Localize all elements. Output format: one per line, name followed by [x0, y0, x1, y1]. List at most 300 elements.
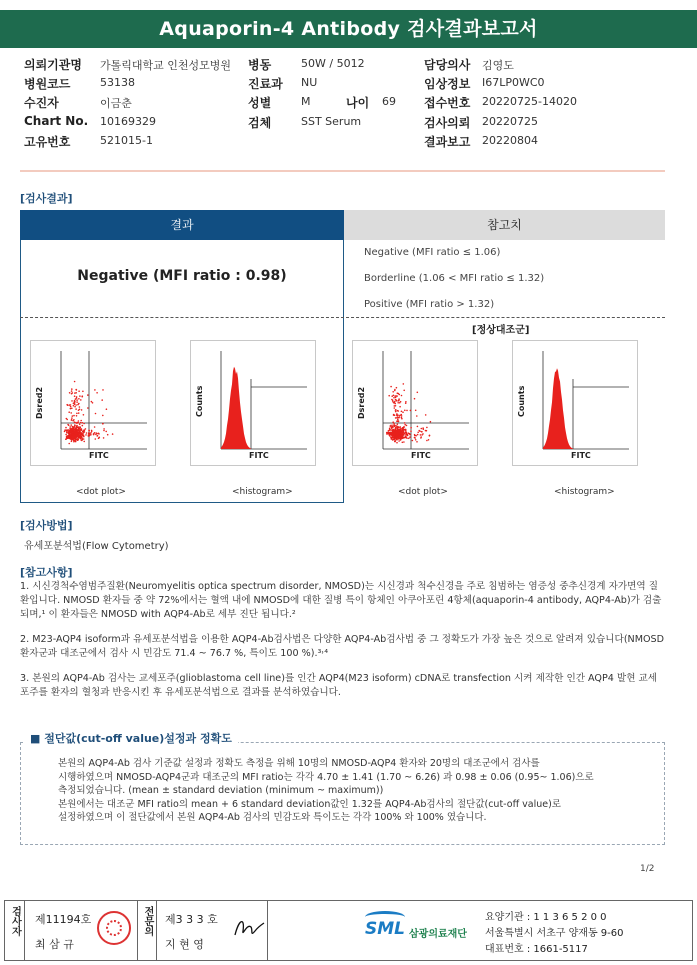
- cell-event-dot: [395, 437, 397, 439]
- cell-event-dot: [79, 438, 81, 440]
- control-dot-plot-caption: <dot plot>: [398, 487, 448, 497]
- cell-event-dot: [401, 395, 403, 397]
- reference-negative: Negative (MFI ratio ≤ 1.06): [364, 247, 501, 258]
- cell-event-dot: [84, 429, 86, 431]
- method-section-title: [검사방법]: [20, 519, 73, 532]
- cell-event-dot: [74, 395, 76, 397]
- control-histogram-caption: <histogram>: [554, 487, 615, 497]
- cell-event-dot: [98, 437, 100, 439]
- cell-event-dot: [95, 432, 97, 434]
- cell-event-dot: [410, 410, 412, 412]
- cell-event-dot: [402, 430, 404, 432]
- cell-event-dot: [417, 426, 419, 428]
- cell-event-dot: [78, 431, 80, 433]
- cell-event-dot: [69, 392, 71, 394]
- examinee-label: 수진자: [24, 96, 59, 110]
- cell-event-dot: [73, 415, 75, 417]
- inspector-name: 최 삼 규: [35, 938, 74, 951]
- control-dot-cloud: [386, 383, 431, 443]
- cell-event-dot: [402, 411, 404, 413]
- control-hist-x-label: FITC: [571, 451, 591, 460]
- cell-event-dot: [78, 422, 80, 424]
- cell-event-dot: [81, 409, 83, 411]
- signature-footer: [4, 900, 693, 961]
- cell-event-dot: [76, 431, 78, 433]
- cell-event-dot: [85, 428, 87, 430]
- cell-event-dot: [414, 398, 416, 400]
- cell-event-dot: [392, 430, 394, 432]
- cell-event-dot: [102, 415, 104, 417]
- cell-event-dot: [87, 394, 89, 396]
- cell-event-dot: [421, 431, 423, 433]
- seal-inner: [106, 920, 122, 936]
- cell-event-dot: [68, 433, 70, 435]
- cell-event-dot: [78, 398, 80, 400]
- cell-event-dot: [75, 408, 77, 410]
- hist-x-label: FITC: [249, 451, 269, 460]
- cell-event-dot: [77, 427, 79, 429]
- note-item-3: 3. 본원의 AQP4-Ab 검사는 교세포주(glioblastoma cell line)를 인간 AQP4(M23 isoform) cDNA로 transfection 시켜 제작한 인간 AQP4 발현 교세포주를 환자의 혈청과 반응시킨 후 유세포분석법으로 결과를 분석하였습니다.: [20, 673, 658, 698]
- cell-event-dot: [71, 436, 73, 438]
- age-value: 69: [382, 95, 396, 108]
- cell-event-dot: [80, 429, 82, 431]
- cell-event-dot: [81, 396, 83, 398]
- cell-event-dot: [81, 440, 83, 442]
- cell-event-dot: [96, 392, 98, 394]
- cutoff-line: 본원의 AQP4-Ab 검사 기준값 설정과 정확도 측정을 위해 10명의 NMOSD-AQP4 환자와 20명의 대조군에서 검사를: [58, 758, 540, 769]
- cell-event-dot: [82, 438, 84, 440]
- cell-event-dot: [73, 403, 75, 405]
- cell-event-dot: [428, 439, 430, 441]
- cutoff-title: ■ 절단값(cut-off value)설정과 정확도: [24, 730, 238, 746]
- cell-event-dot: [82, 391, 84, 393]
- cell-event-dot: [75, 428, 77, 430]
- cell-event-dot: [64, 431, 66, 433]
- cell-event-dot: [389, 429, 391, 431]
- cell-event-dot: [102, 423, 104, 425]
- cell-event-dot: [404, 424, 406, 426]
- cell-event-dot: [71, 419, 73, 421]
- cell-event-dot: [79, 424, 81, 426]
- cell-event-dot: [83, 432, 85, 434]
- cell-event-dot: [89, 435, 91, 437]
- control-dot-x-label: FITC: [411, 451, 431, 460]
- cell-event-dot: [394, 434, 396, 436]
- dot-x-label: FITC: [89, 451, 109, 460]
- cell-event-dot: [396, 417, 398, 419]
- cell-event-dot: [94, 426, 96, 428]
- cell-event-dot: [72, 434, 74, 436]
- patient-dot-plot-svg: [31, 341, 157, 467]
- request-label: 검사의뢰: [424, 116, 471, 130]
- control-dot-plot: [352, 340, 478, 466]
- cell-event-dot: [107, 434, 109, 436]
- report-label: 결과보고: [424, 135, 471, 149]
- cell-event-dot: [74, 400, 76, 402]
- cell-event-dot: [402, 434, 404, 436]
- cell-event-dot: [398, 440, 400, 442]
- control-dot-plot-svg: [353, 341, 479, 467]
- cell-event-dot: [397, 402, 399, 404]
- cell-event-dot: [392, 421, 394, 423]
- cell-event-dot: [396, 420, 398, 422]
- cell-event-dot: [395, 427, 397, 429]
- histogram-caption: <histogram>: [232, 487, 293, 497]
- cell-event-dot: [389, 435, 391, 437]
- company-phone: 대표번호 : 1661-5117: [485, 944, 588, 955]
- cell-event-dot: [395, 430, 397, 432]
- cell-event-dot: [392, 424, 394, 426]
- note-item-2: 2. M23-AQP4 isoform과 유세포분석법을 이용한 AQP4-Ab검사법은 다양한 AQP4-Ab검사법 중 그 정확도가 가장 높은 것으로 알려져 있습니다(NMOSD환자군과 대조군에서 검사 시 민감도 71.4 ~ 76.7 %, 특이도 100 %).³˒⁴: [20, 634, 665, 659]
- dot-plot-caption: <dot plot>: [76, 487, 126, 497]
- cell-event-dot: [401, 430, 403, 432]
- cell-event-dot: [426, 440, 428, 442]
- cell-event-dot: [394, 424, 396, 426]
- cell-event-dot: [112, 433, 114, 435]
- cell-event-dot: [105, 431, 107, 433]
- cell-event-dot: [70, 428, 72, 430]
- cell-event-dot: [71, 408, 73, 410]
- cell-event-dot: [80, 399, 82, 401]
- cell-event-dot: [401, 411, 403, 413]
- cell-event-dot: [94, 389, 96, 391]
- cell-event-dot: [65, 427, 67, 429]
- cell-event-dot: [430, 421, 432, 423]
- cell-event-dot: [79, 409, 81, 411]
- control-histogram-curve: [543, 368, 573, 449]
- cell-event-dot: [76, 401, 78, 403]
- cell-event-dot: [395, 405, 397, 407]
- normal-control-label: [정상대조군]: [472, 325, 530, 336]
- cell-event-dot: [395, 411, 397, 413]
- cell-event-dot: [397, 392, 399, 394]
- patient-histogram-svg: [191, 341, 317, 467]
- seal-stamp-icon: [97, 911, 131, 945]
- cell-event-dot: [402, 442, 404, 444]
- cell-event-dot: [388, 395, 390, 397]
- cell-event-dot: [397, 415, 399, 417]
- cell-event-dot: [75, 404, 77, 406]
- cell-event-dot: [426, 430, 428, 432]
- cell-event-dot: [87, 407, 89, 409]
- cell-event-dot: [398, 430, 400, 432]
- cutoff-line: 설정하였으며 이 절단값에서 본원 AQP4-Ab 검사의 민감도와 특이도는 각각 100% 와 100% 였습니다.: [58, 812, 487, 823]
- cell-event-dot: [394, 438, 396, 440]
- results-section-title: [검사결과]: [20, 192, 73, 205]
- cell-event-dot: [102, 389, 104, 391]
- cell-event-dot: [392, 439, 394, 441]
- chart-label: Chart No.: [24, 114, 89, 128]
- cell-event-dot: [80, 420, 82, 422]
- cell-event-dot: [396, 428, 398, 430]
- dept-value: NU: [301, 76, 318, 89]
- cell-event-dot: [397, 419, 399, 421]
- cell-event-dot: [399, 415, 401, 417]
- cell-event-dot: [419, 430, 421, 432]
- header-divider: [20, 170, 665, 172]
- cell-event-dot: [73, 405, 75, 407]
- reference-borderline: Borderline (1.06 < MFI ratio ≤ 1.32): [364, 273, 545, 284]
- control-histogram: [512, 340, 638, 466]
- cell-event-dot: [68, 443, 70, 445]
- hospital-code-value: 53138: [100, 76, 135, 89]
- cell-event-dot: [425, 414, 427, 416]
- patient-histogram: [190, 340, 316, 466]
- specimen-value: SST Serum: [301, 115, 362, 128]
- cell-event-dot: [395, 397, 397, 399]
- unique-label: 고유번호: [24, 135, 71, 149]
- cell-event-dot: [72, 426, 74, 428]
- cell-event-dot: [101, 399, 103, 401]
- cell-event-dot: [68, 429, 70, 431]
- cell-event-dot: [67, 404, 69, 406]
- inspector-license: 제11194호: [35, 913, 92, 926]
- cell-event-dot: [70, 408, 72, 410]
- cell-event-dot: [392, 400, 394, 402]
- cell-event-dot: [402, 432, 404, 434]
- cell-event-dot: [82, 422, 84, 424]
- dot-cloud: [64, 381, 114, 445]
- cell-event-dot: [73, 438, 75, 440]
- cell-event-dot: [395, 409, 397, 411]
- cutoff-line: 시행하였으며 NMOSD-AQP4군과 대조군의 MFI ratio는 각각 4.70 ± 1.41 (1.70 ~ 6.26) 과 0.98 ± 0.06 (0.95~ 1.06)으로: [58, 771, 594, 783]
- cell-event-dot: [76, 399, 78, 401]
- cell-event-dot: [405, 437, 407, 439]
- cell-event-dot: [79, 395, 81, 397]
- cell-event-dot: [66, 419, 68, 421]
- cell-event-dot: [103, 428, 105, 430]
- cell-event-dot: [401, 435, 403, 437]
- report-value: 20220804: [482, 134, 538, 147]
- institution-label: 의뢰기관명: [24, 58, 82, 72]
- doctor-label: 담당의사: [424, 58, 471, 72]
- cell-event-dot: [396, 442, 398, 444]
- cell-event-dot: [400, 401, 402, 403]
- cell-event-dot: [91, 430, 93, 432]
- cell-event-dot: [397, 410, 399, 412]
- cell-event-dot: [74, 435, 76, 437]
- logo-text: SML: [365, 919, 405, 939]
- institution-value: 가톨릭대학교 인천성모병원: [100, 59, 232, 72]
- cutoff-line: 측정되었습니다. (mean ± standard deviation (minimum ~ maximum)): [58, 785, 384, 796]
- clinical-label: 임상정보: [424, 77, 471, 91]
- unique-value: 521015-1: [100, 134, 153, 147]
- cell-event-dot: [88, 433, 90, 435]
- cell-event-dot: [390, 386, 392, 388]
- sex-value: M: [301, 95, 311, 108]
- cell-event-dot: [78, 420, 80, 422]
- cell-event-dot: [420, 434, 422, 436]
- cell-event-dot: [397, 424, 399, 426]
- cell-event-dot: [77, 404, 79, 406]
- cell-event-dot: [70, 412, 72, 414]
- receipt-value: 20220725-14020: [482, 95, 577, 108]
- cell-event-dot: [403, 441, 405, 443]
- result-header: 결과: [20, 210, 344, 240]
- cell-event-dot: [70, 406, 72, 408]
- cell-event-dot: [80, 422, 82, 424]
- cell-event-dot: [394, 414, 396, 416]
- control-dot-y-label: Dsred2: [357, 386, 366, 419]
- cell-event-dot: [67, 424, 69, 426]
- cell-event-dot: [399, 426, 401, 428]
- cell-event-dot: [398, 398, 400, 400]
- cell-event-dot: [76, 433, 78, 435]
- cell-event-dot: [73, 441, 75, 443]
- cell-event-dot: [398, 436, 400, 438]
- cell-event-dot: [394, 403, 396, 405]
- cell-event-dot: [86, 432, 88, 434]
- dept-label: 진료과: [248, 77, 283, 91]
- cell-event-dot: [65, 434, 67, 436]
- specialist-vertical-label: [137, 901, 157, 960]
- agency-number: 요양기관 : 1 1 3 6 5 2 0 0: [485, 912, 607, 923]
- cell-event-dot: [420, 437, 422, 439]
- cell-event-dot: [88, 430, 90, 432]
- cell-event-dot: [399, 432, 401, 434]
- examinee-value: 이금춘: [100, 97, 132, 110]
- cell-event-dot: [390, 432, 392, 434]
- cell-event-dot: [83, 441, 85, 443]
- specialist-name: 지 현 영: [165, 938, 204, 951]
- cell-event-dot: [78, 412, 80, 414]
- cell-event-dot: [415, 410, 417, 412]
- cell-event-dot: [74, 406, 76, 408]
- inspector-vertical-label: [5, 901, 25, 960]
- cell-event-dot: [398, 438, 400, 440]
- cell-event-dot: [414, 437, 416, 439]
- cell-event-dot: [421, 428, 423, 430]
- results-table: [20, 210, 665, 505]
- cell-event-dot: [94, 432, 96, 434]
- cell-event-dot: [79, 434, 81, 436]
- cell-event-dot: [399, 406, 401, 408]
- cell-event-dot: [392, 426, 394, 428]
- cell-event-dot: [73, 430, 75, 432]
- cell-event-dot: [405, 432, 407, 434]
- cell-event-dot: [396, 427, 398, 429]
- notes-section-title: [참고사항]: [20, 566, 73, 579]
- cell-event-dot: [95, 438, 97, 440]
- control-histogram-svg: [513, 341, 639, 467]
- cell-event-dot: [91, 401, 93, 403]
- company-address: 서울특별시 서초구 양재동 9-60: [485, 928, 624, 939]
- cell-event-dot: [83, 435, 85, 437]
- cell-event-dot: [396, 387, 398, 389]
- cell-event-dot: [426, 427, 428, 429]
- cell-event-dot: [74, 424, 76, 426]
- cell-event-dot: [69, 404, 71, 406]
- cell-event-dot: [71, 400, 73, 402]
- cell-event-dot: [416, 415, 418, 417]
- cell-event-dot: [417, 392, 419, 394]
- cell-event-dot: [81, 436, 83, 438]
- cell-event-dot: [390, 437, 392, 439]
- specimen-label: 검체: [248, 116, 272, 130]
- cell-event-dot: [398, 421, 400, 423]
- method-text: 유세포분석법(Flow Cytometry): [24, 541, 169, 552]
- note-item-1: 1. 시신경척수염범주질환(Neuromyelitis optica spectrum disorder, NMOSD)는 시신경과 척수신경을 주로 침범하는 염증성 중추신경계 자가면역 질환입니다. NMOSD 환자들 중 약 72%에서는 혈액 내에 NMOSD에 대한 질병 특이 항체인 아쿠아포린 4항체(aquaporin-4 antibody, AQP4-Ab)가 검출되며,¹ 이 환자들은 NMOSD with AQP4-Ab로 세부 진단 됩니다.²: [20, 581, 662, 620]
- control-hist-y-label: Counts: [517, 385, 526, 417]
- cell-event-dot: [71, 441, 73, 443]
- cell-event-dot: [76, 413, 78, 415]
- cell-event-dot: [410, 430, 412, 432]
- dot-y-label: Dsred2: [35, 386, 44, 419]
- chart-value: 10169329: [100, 115, 156, 128]
- hist-y-label: Counts: [195, 385, 204, 417]
- cell-event-dot: [400, 439, 402, 441]
- cell-event-dot: [74, 421, 76, 423]
- cell-event-dot: [81, 429, 83, 431]
- company-name: 삼광의료재단: [409, 929, 467, 940]
- cell-event-dot: [78, 430, 80, 432]
- cell-event-dot: [409, 436, 411, 438]
- reference-positive: Positive (MFI ratio > 1.32): [364, 299, 495, 310]
- cell-event-dot: [401, 418, 403, 420]
- cell-event-dot: [95, 413, 97, 415]
- cell-event-dot: [85, 434, 87, 436]
- cell-event-dot: [403, 390, 405, 392]
- cell-event-dot: [405, 402, 407, 404]
- cell-event-dot: [70, 438, 72, 440]
- cell-event-dot: [398, 400, 400, 402]
- hospital-code-label: 병원코드: [24, 77, 71, 91]
- cell-event-dot: [71, 417, 73, 419]
- inspector-vertical-text: 검사자: [9, 906, 21, 936]
- cell-event-dot: [401, 428, 403, 430]
- specialist-vertical-text: 전문의: [142, 906, 153, 936]
- cell-event-dot: [78, 426, 80, 428]
- result-value: Negative (MFI ratio : 0.98): [77, 268, 287, 284]
- cell-event-dot: [404, 422, 406, 424]
- cell-event-dot: [404, 410, 406, 412]
- cell-event-dot: [70, 433, 72, 435]
- cell-event-dot: [76, 396, 78, 398]
- specialist-license: 제3 3 3 호: [165, 913, 218, 926]
- cell-event-dot: [396, 438, 398, 440]
- footer-divider: [267, 901, 268, 960]
- cell-event-dot: [75, 389, 77, 391]
- cell-event-dot: [103, 437, 105, 439]
- cell-event-dot: [401, 414, 403, 416]
- cell-event-dot: [395, 434, 397, 436]
- cell-event-dot: [78, 390, 80, 392]
- cell-event-dot: [66, 436, 68, 438]
- cell-event-dot: [421, 434, 423, 436]
- histogram-curve: [221, 367, 251, 449]
- cell-event-dot: [80, 432, 82, 434]
- cell-event-dot: [75, 398, 77, 400]
- cell-event-dot: [72, 415, 74, 417]
- cell-event-dot: [417, 432, 419, 434]
- divider-dashed: [20, 317, 665, 318]
- cell-event-dot: [83, 414, 85, 416]
- cell-event-dot: [68, 411, 70, 413]
- cell-event-dot: [75, 438, 77, 440]
- cell-event-dot: [415, 439, 417, 441]
- cell-event-dot: [82, 425, 84, 427]
- cell-event-dot: [71, 439, 73, 441]
- cutoff-body: [58, 757, 648, 825]
- cell-event-dot: [403, 383, 405, 385]
- request-value: 20220725: [482, 115, 538, 128]
- cell-event-dot: [72, 432, 74, 434]
- cell-event-dot: [80, 427, 82, 429]
- cell-event-dot: [395, 399, 397, 401]
- cell-event-dot: [393, 397, 395, 399]
- signature-icon: [231, 913, 267, 943]
- cell-event-dot: [401, 415, 403, 417]
